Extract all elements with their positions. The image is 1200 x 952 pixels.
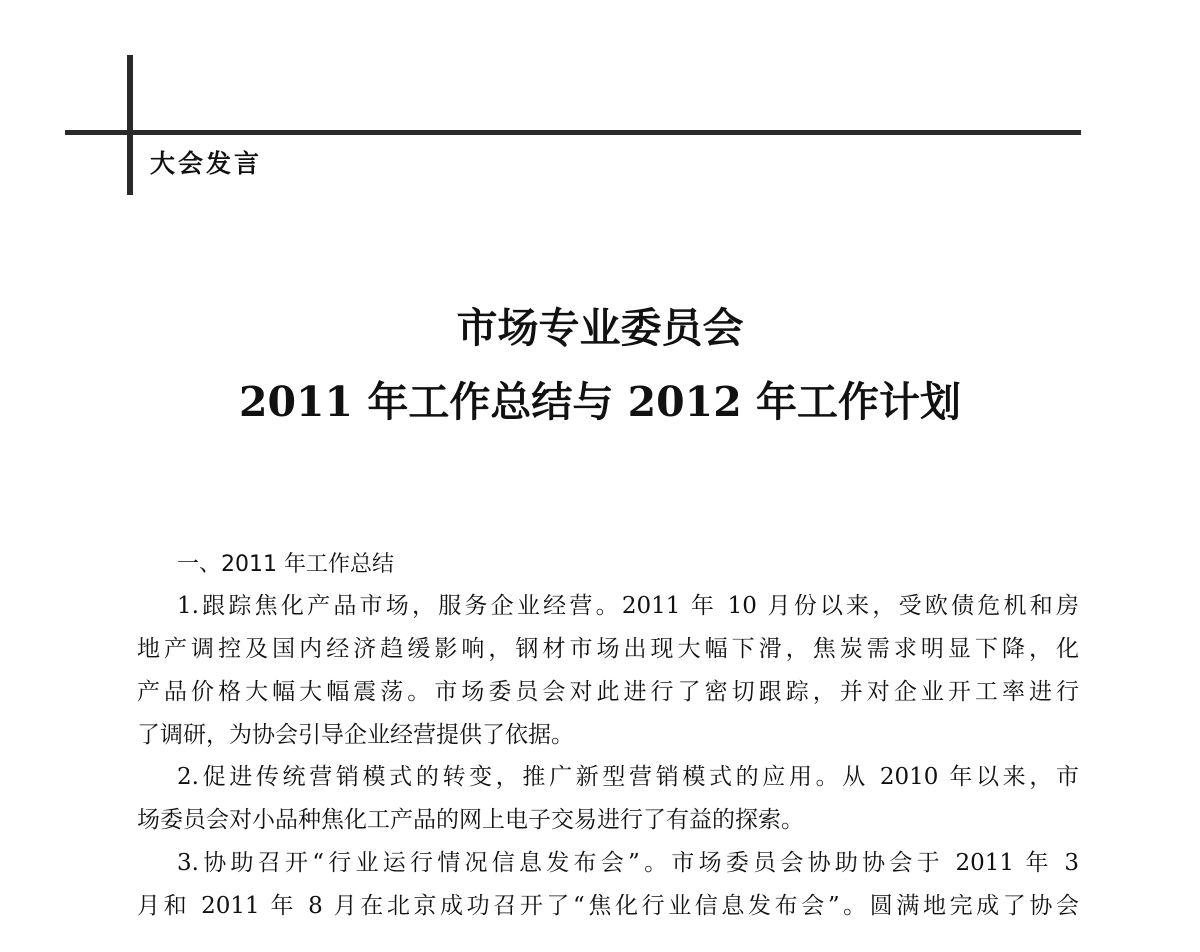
- document-title-line-2: 2011 年工作总结与 2012 年工作计划: [238, 378, 962, 426]
- paragraph-line: 产品价格大幅大幅震荡。市场委员会对此进行了密切跟踪，并对企业开工率进行: [137, 679, 1079, 705]
- document-title-line-1: 市场专业委员会: [456, 304, 744, 352]
- paragraph-line: 2.促进传统营销模式的转变，推广新型营销模式的应用。从 2010 年以来，市: [177, 764, 1079, 790]
- paragraph-line: 场委员会对小品种焦化工产品的网上电子交易进行了有益的探索。: [137, 807, 804, 833]
- paragraph-line: 1.跟踪焦化产品市场，服务企业经营。2011 年 10 月份以来，受欧债危机和房: [177, 593, 1079, 619]
- paragraph-line: 了调研，为协会引导企业经营提供了依据。: [137, 722, 574, 748]
- paragraph-line: 地产调控及国内经济趋缓影响，钢材市场出现大幅下滑，焦炭需求明显下降，化: [137, 636, 1079, 662]
- margin-vertical-bar: [127, 55, 133, 195]
- paragraph-line: 3.协助召开“行业运行情况信息发布会”。市场委员会协助协会于 2011 年 3: [177, 850, 1079, 876]
- header-rule: [65, 130, 1081, 135]
- paragraph-line: 月和 2011 年 8 月在北京成功召开了“焦化行业信息发布会”。圆满地完成了协会: [137, 893, 1079, 919]
- section-tag: 大会发言: [150, 149, 263, 178]
- section-heading: 一、2011 年工作总结: [177, 552, 394, 577]
